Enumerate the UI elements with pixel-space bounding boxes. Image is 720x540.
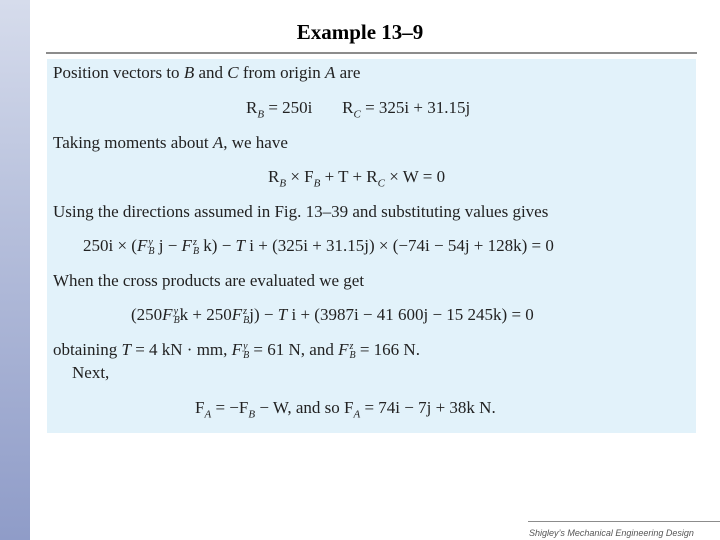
equation-position-vectors: $R_B = 250i$ $R_C = 325i + 31.15j$ bbox=[246, 98, 471, 121]
text-line-4: When the cross products are evaluated we get bbox=[53, 271, 365, 290]
footer-text: Shigley’s Mechanical Engineering Design bbox=[529, 528, 694, 538]
slide-title: Example 13–9 bbox=[296, 20, 424, 44]
text-line-3: Using the directions assumed in Fig. 13–39 and substituting values gives bbox=[53, 202, 549, 221]
equation-moment-sum: $R_B \times F_B + T + R_C \times W = 0$ bbox=[268, 167, 446, 190]
equation-cross-products: (250F y B k + 250F z B j) − T i + (3987i − 41 600j − 15 245k) = 0 bbox=[131, 305, 534, 327]
text-line-results: obtaining T = 4 kN · mm, F y B = 61 N, and F z B = 166 N. bbox=[53, 340, 420, 362]
slide-side-bar bbox=[0, 0, 30, 540]
equation-fa: $F_A = -F_B - W$, and so $F_A = 74i - 7j + 38k$ N. bbox=[195, 398, 496, 421]
text-line-1: Position vectors to B and C from origin A are bbox=[53, 63, 361, 82]
equation-substituted: 250i × (F y B j − F z B k) − T i + (325i + 31.15j) × (−74i − 54j + 128k) = 0 bbox=[83, 236, 554, 258]
title-divider bbox=[46, 52, 697, 54]
text-line-2: Taking moments about A, we have bbox=[53, 133, 288, 152]
footer-divider bbox=[528, 521, 720, 522]
text-line-next: Next, bbox=[72, 363, 110, 382]
example-content-panel bbox=[47, 59, 696, 433]
